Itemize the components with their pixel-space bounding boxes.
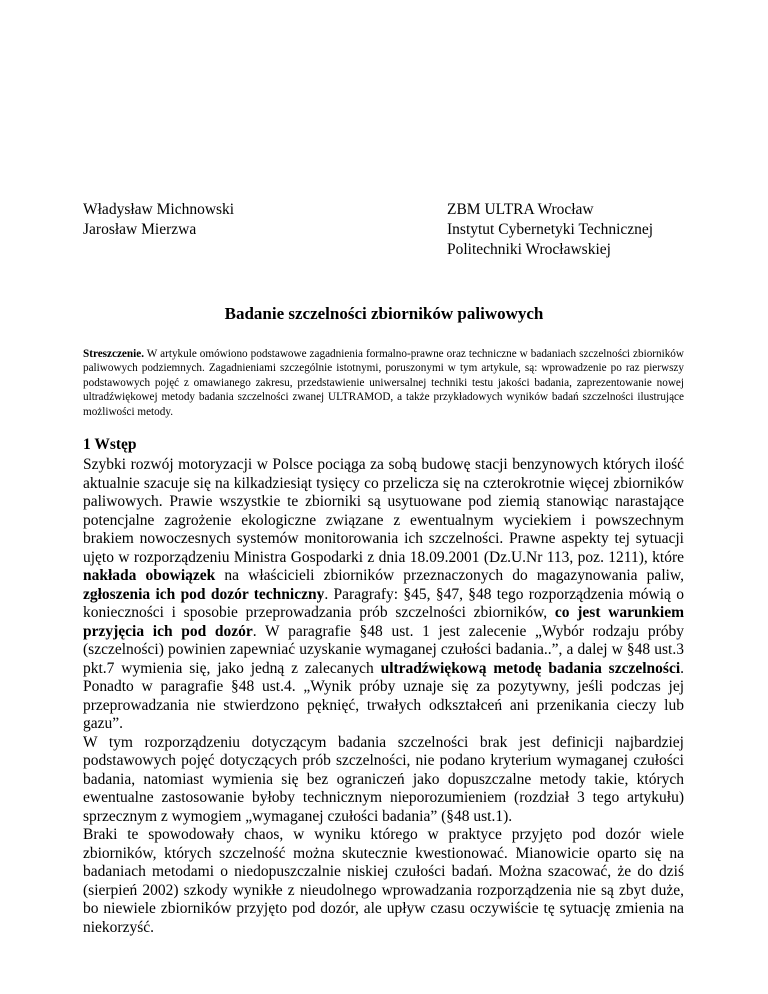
paragraph-3: Braki te spowodowały chaos, w wyniku którego w praktyce przyjęto pod dozór wiele zbiorników, których szczelność można skutecznie kwestionować. Mianowicie oparto się na badaniach metodami o niedopuszczalnie niskiej czułości badań. Można szacować, że do dziś (sierpień 2002) szkody wynikłe z nieudolnego wprowadzania rozporządzenia nie są zbyt duże, bo niewiele zbiorników przyjęto pod dozór, ale upływ czasu oczywiście tę sytuację zmienia na niekorzyść. <box>83 826 684 936</box>
abstract-label: Streszczenie. <box>83 348 144 360</box>
authors-block <box>83 200 234 240</box>
paper-title: Badanie szczelności zbiorników paliwowych <box>224 304 544 323</box>
bold-run: co jest warunkiem przyjęcia ich pod dozór <box>83 604 684 640</box>
author-name: Władysław Michnowski <box>83 201 235 218</box>
bold-run: zgłoszenia ich pod dozór techniczny <box>83 585 325 603</box>
affiliation-line: Politechniki Wrocławskiej <box>447 241 611 258</box>
bold-run: ultradźwiękową metodę badania szczelności <box>380 659 681 677</box>
section-heading: 1 Wstęp <box>83 436 137 453</box>
affiliation-line: Instytut Cybernetyki Technicznej <box>447 221 654 238</box>
author-name: Jarosław Mierzwa <box>83 221 197 238</box>
text-run: Szybki rozwój motoryzacji w Polsce pociąga za sobą budowę stacji benzynowych których ilość aktualnie szacuje się na kilkadziesiąt tysięcy co przelicza się na czterokrotnie więcej zbiorników paliwowych. Prawie wszystkie te zbiorniki są usytuowane pod ziemią stanowiąc narastające potencjalne zagrożenie ekologiczne związane z ewentualnym wyciekiem i powszechnym brakiem nowoczesnych systemów monitorowania ich szczelności. Prawne aspekty tej sytuacji ujęto w rozporządzeniu Ministra Gospodarki z dnia 18.09.2001 (Dz.U.Nr 113, poz. 1211), które <box>83 456 684 566</box>
text-run: na właścicieli zbiorników przeznaczonych do magazynowania paliw, <box>224 567 684 584</box>
paragraph-1 <box>83 456 684 734</box>
affiliation-block <box>447 200 653 260</box>
bold-run: nakłada obowiązek <box>83 567 216 584</box>
paragraph-2: W tym rozporządzeniu dotyczącym badania szczelności brak jest definicji najbardziej podstawowych pojęć dotyczących prób szczelności, nie podano kryterium wymaganej czułości badania, natomiast wymienia się bez ograniczeń jako dopuszczalne metody takie, których ewentualne zastosowanie byłoby technicznym nieporozumieniem (rozdział 3 tego artykułu) sprzecznym z wymogiem „wymaganej czułości badania” (§48 ust.1). <box>83 733 684 825</box>
abstract <box>83 347 684 419</box>
body-text <box>83 456 684 937</box>
text-run: . Ponadto w paragrafie §48 ust.4. „Wynik próby uznaje się za pozytywny, jeśli podczas jej przeprowadzania nie stwierdzono pęknięć, trwałych odkształceń ani przenikania cieczy lub gazu”. <box>83 659 685 732</box>
text-run: . W paragrafie §48 ust. 1 jest zalecenie „Wybór rodzaju próby (szczelności) powinien zapewniać uzyskanie wymaganej czułości badania..”, a dalej w §48 ust.3 pkt.7 wymienia się, jako jedną z zalecanych <box>83 622 684 677</box>
affiliation-line: ZBM ULTRA Wrocław <box>447 201 594 218</box>
abstract-text: W artykule omówiono podstawowe zagadnienia formalno-prawne oraz techniczne w badaniach szczelności zbiorników paliwowych podziemnych. Zagadnieniami szczególnie istotnymi, poruszonymi w tym artykule, są: wprowadzenie po raz pierwszy podstawowych pojęć z omawianego zakresu, przedstawienie uniwersalnej techniki testu jakości badania, zaprezentowanie nowej ultradźwiękowej metody badania szczelności zwanej ULTRAMOD, a także przykładowych wyników badań szczelności ilustrujące możliwości metody. <box>83 348 684 418</box>
text-run: . Paragrafy: §45, §47, §48 tego rozporządzenia mówią o konieczności i sposobie przeprowadzania prób szczelności zbiorników, <box>83 585 684 621</box>
